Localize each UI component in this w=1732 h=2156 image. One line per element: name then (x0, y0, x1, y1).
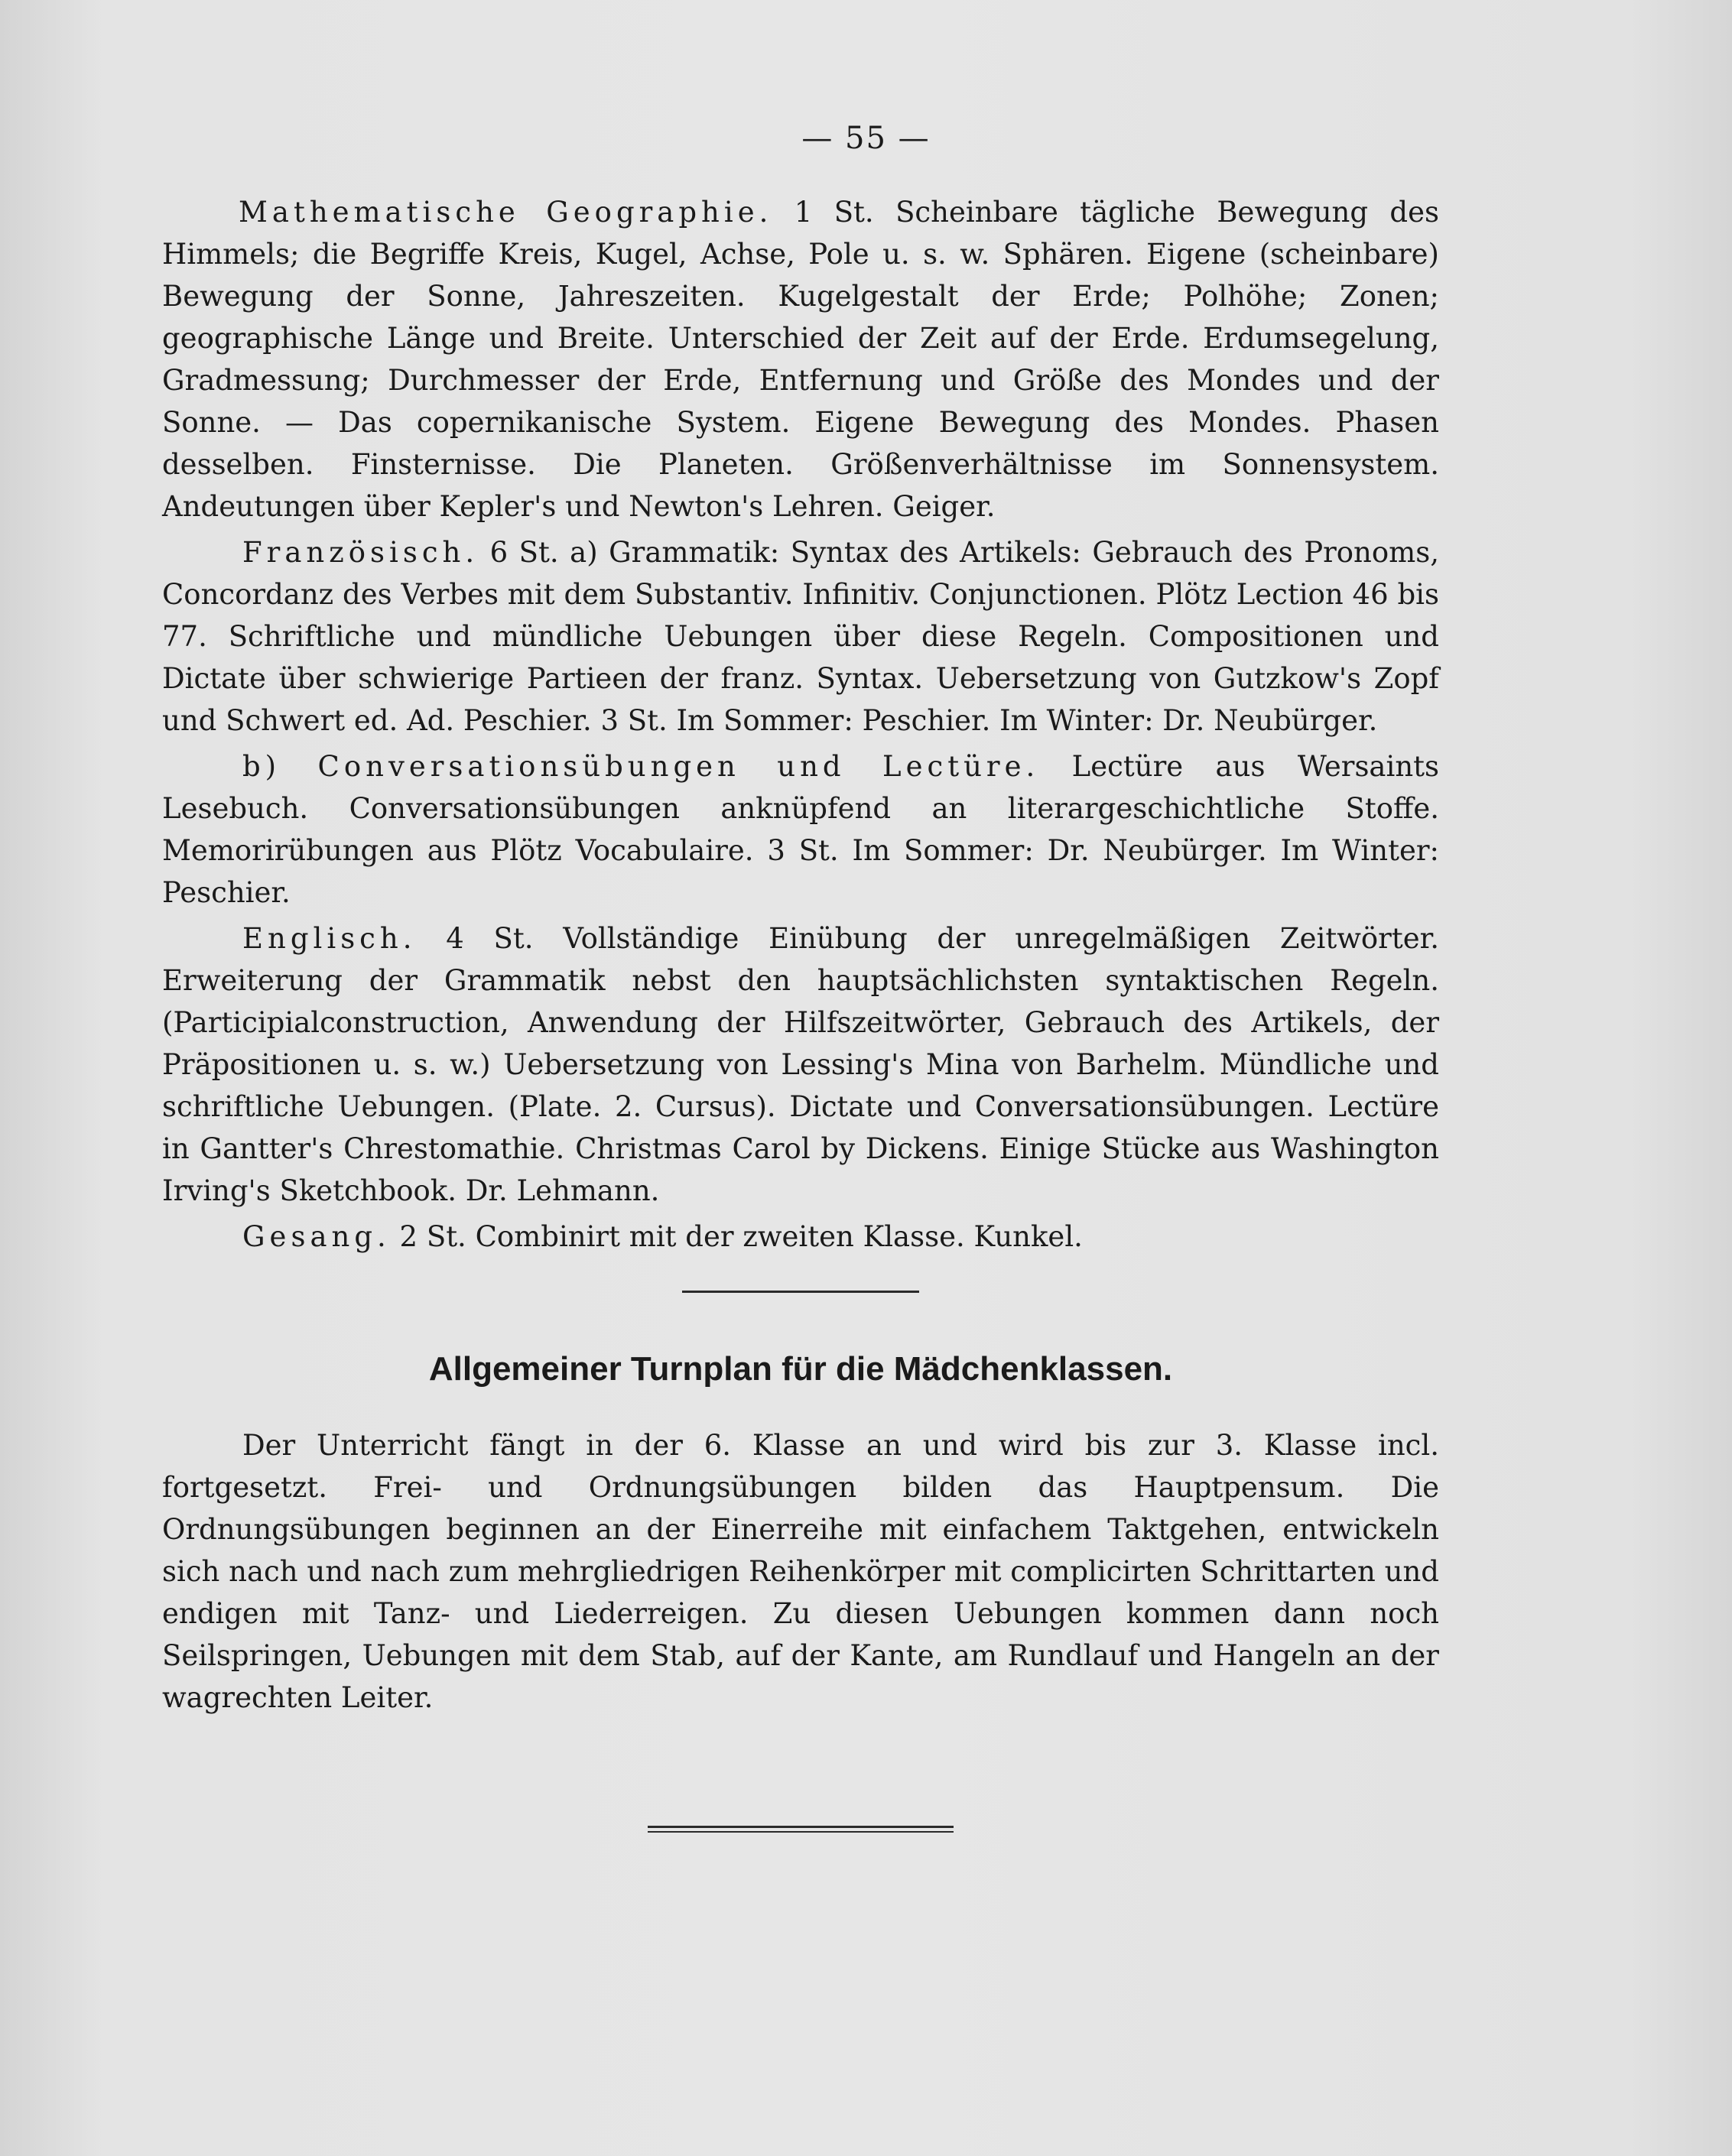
paragraph-lead: Französisch. (242, 536, 479, 569)
paragraph-conversationsuebungen (162, 745, 1439, 914)
paragraph-gesang (162, 1216, 1439, 1258)
paragraph-text: 4 St. Vollständige Einübung der unregelmäßigen Zeitwörter. Erweiterung der Grammatik nebst den hauptsächlichsten syntaktischen Regeln. (Participialconstruction, Anwendung der Hilfszeitwörter, Gebrauch des Artikels, der Präpositionen u. s. w.) Uebersetzung von Lessing's Mina von Barhelm. Mündliche und schriftliche Uebungen. (Plate. 2. Cursus). Dictate und Conversationsübungen. Lectüre in Gantter's Chrestomathie. Christmas Carol by Dickens. Einige Stücke aus Washington Irving's Sketchbook. Dr. Lehmann. (162, 922, 1439, 1207)
paragraph-mathematische-geographie (162, 191, 1439, 528)
paragraph-text: 2 St. Combinirt mit der zweiten Klasse. Kunkel. (390, 1220, 1083, 1253)
section-divider (682, 1291, 919, 1293)
section-heading: Allgemeiner Turnplan für die Mädchenklassen. (428, 1350, 1173, 1388)
paragraph-lead: Mathematische Geographie. (239, 196, 773, 229)
paragraph-lead: b) Conversationsübungen und Lectüre. (242, 750, 1040, 783)
rule-line-thick (648, 1826, 954, 1828)
paragraph-franzoesisch (162, 531, 1439, 742)
page-content (162, 191, 1439, 1833)
paragraph-turnplan: Der Unterricht fängt in der 6. Klasse an und wird bis zur 3. Klasse incl. fortgesetzt. Frei- und Ordnungsübungen bilden das Hauptpensum. Die Ordnungsübungen beginnen an der Einerreihe mit einfachem Taktgehen, entwickeln sich nach und nach zum mehrgliedrigen Reihenkörper mit complicirten Schrittarten und endigen mit Tanz- und Liederreigen. Zu diesen Uebungen kommen dann noch Seilspringen, Uebungen mit dem Stab, auf der Kante, am Rundlauf und Hangeln an der wagrechten Leiter. (162, 1429, 1439, 1714)
paragraph-lead: Englisch. (242, 922, 417, 955)
paragraph-lead: Gesang. (242, 1220, 391, 1253)
end-double-rule (648, 1826, 954, 1833)
paragraph-englisch (162, 917, 1439, 1212)
paragraph-text: Lectüre aus Wersaints Lesebuch. Conversationsübungen anknüpfend an literargeschichtliche Stoffe. Memorirübungen aus Plötz Vocabulaire. 3 St. Im Sommer: Dr. Neubürger. Im Winter: Peschier. (162, 750, 1440, 909)
paragraph-text: 6 St. a) Grammatik: Syntax des Artikels: Gebrauch des Pronoms, Concordanz des Verbes mit dem Substantiv. Infinitiv. Conjunctionen. Plötz Lection 46 bis 77. Schriftliche und mündliche Uebungen über diese Regeln. Compositionen und Dictate über schwierige Partieen der franz. Syntax. Uebersetzung von Gutzkow's Zopf und Schwert ed. Ad. Peschier. 3 St. Im Sommer: Peschier. Im Winter: Dr. Neubürger. (162, 536, 1439, 737)
paragraph-text: 1 St. Scheinbare tägliche Bewegung des Himmels; die Begriffe Kreis, Kugel, Achse, Pole u. s. w. Sphären. Eigene (scheinbare) Bewegung der Sonne, Jahreszeiten. Kugelgestalt der Erde; Polhöhe; Zonen; geographische Länge und Breite. Unterschied der Zeit auf der Erde. Erdumsegelung, Gradmessung; Durchmesser der Erde, Entfernung und Größe des Mondes und der Sonne. — Das copernikanische System. Eigene Bewegung des Mondes. Phasen desselben. Finsternisse. Die Planeten. Größenverhältnisse im Sonnensystem. Andeutungen über Kepler's und Newton's Lehren. Geiger. (162, 196, 1440, 523)
rule-line-thin (648, 1831, 954, 1833)
page-number: — 55 — (801, 121, 931, 156)
